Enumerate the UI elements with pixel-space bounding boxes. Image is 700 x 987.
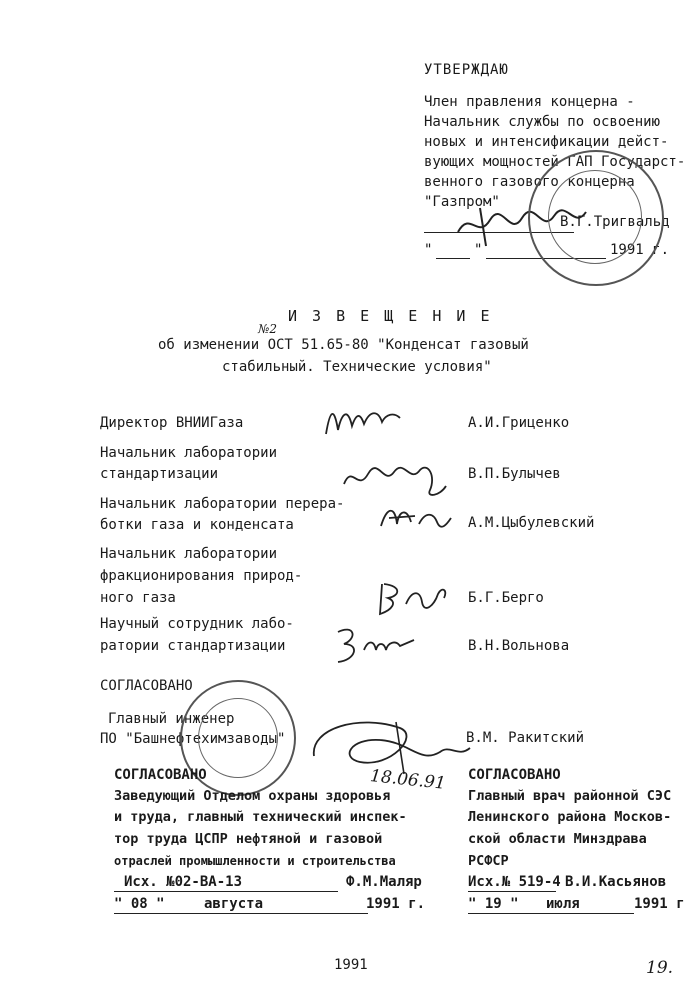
approval-line: "Газпром": [424, 194, 500, 210]
notice-title: И З В Е Щ Е Н И Е: [288, 307, 493, 325]
approval-line: новых и интенсификации дейст-: [424, 134, 669, 150]
agreed-1-heading: СОГЛАСОВАНО: [100, 678, 193, 694]
approval-line: венного газового концерна: [424, 174, 635, 190]
signatory-role: Начальник лаборатории: [100, 445, 278, 461]
agreed-right-line: Главный врач районной СЭС: [468, 788, 672, 804]
agreed-left-heading: СОГЛАСОВАНО: [114, 767, 207, 783]
notice-number-mark: №2: [258, 322, 277, 336]
round-stamp: [528, 150, 664, 286]
agreed-left-day-value: 08: [130, 896, 148, 912]
signatory-name: В.Н.Вольнова: [468, 638, 570, 654]
round-stamp-inner: [548, 170, 642, 264]
approval-day-rule: [436, 258, 470, 259]
signatory-role: Начальник лаборатории перера-: [100, 496, 345, 512]
agreed-left-ref: Исх. №02-ВА-13: [124, 874, 243, 890]
agreed-left-day: " 08 ": [114, 896, 165, 912]
approval-signer: В.Г.Тригвальд: [560, 214, 670, 230]
approval-line: вующих мощностей ГАП Государст-: [424, 154, 686, 170]
agreed-right-year: 1991 г: [634, 896, 685, 912]
agreed-1-handwritten-date: 18.06.91: [369, 766, 447, 794]
approval-line: Член правления концерна -: [424, 94, 635, 110]
signatory-role: Начальник лаборатории: [100, 546, 278, 562]
agreed-left-month: августа: [204, 896, 264, 912]
signatory-name: В.П.Булычев: [468, 466, 561, 482]
signatory-name: А.И.Гриценко: [468, 415, 570, 431]
signatory-role: ного газа: [100, 590, 176, 606]
signature-bergo: [372, 576, 452, 620]
signature-volnova: [330, 620, 420, 670]
approval-date-quote-open: ": [424, 242, 433, 258]
signatory-name: Б.Г.Берго: [468, 590, 544, 606]
agreed-right-day: " 19 ": [468, 896, 519, 912]
signatory-role: ратории стандартизации: [100, 638, 286, 654]
signature-bulychev: [340, 456, 450, 500]
agreed-right-ref: Исх.№ 519-4: [468, 874, 561, 890]
agreed-right-heading: СОГЛАСОВАНО: [468, 767, 561, 783]
notice-subtitle-1: об изменении ОСТ 51.65-80 "Конденсат газовый: [158, 337, 529, 353]
agreed-right-day-value: 19: [484, 896, 502, 912]
agreed-1-line-1: Главный инженер: [108, 711, 235, 727]
signatory-role: фракционирования природ-: [100, 568, 303, 584]
agreed-1-line-2: ПО "Башнефтехимзаводы": [100, 731, 286, 747]
agreed-right-ref-rule: [468, 891, 556, 892]
agreed-left-line: и труда, главный технический инспек-: [114, 809, 407, 825]
footer-year: 1991: [334, 957, 368, 973]
agreed-1-name: В.М. Ракитский: [466, 730, 585, 746]
signatory-role: ботки газа и конденсата: [100, 517, 294, 533]
approval-heading: УТВЕРЖДАЮ: [424, 62, 509, 78]
approval-date-quote-close: ": [474, 242, 483, 258]
round-stamp-bashneft-inner: [198, 698, 278, 778]
approval-year: 1991 г.: [610, 242, 670, 258]
agreed-left-name: Ф.М.Маляр: [346, 874, 422, 890]
agreed-right-line: РСФСР: [468, 853, 509, 869]
approval-line: Начальник службы по освоению: [424, 114, 661, 130]
agreed-left-line: Заведующий Отделом охраны здоровья: [114, 788, 391, 804]
agreed-right-date-rule: [468, 913, 634, 914]
signatory-role: Научный сотрудник лабо-: [100, 616, 294, 632]
page-number: 19.: [646, 958, 674, 978]
agreed-right-line: Ленинского района Москов-: [468, 809, 672, 825]
agreed-left-ref-rule: [114, 891, 338, 892]
agreed-right-line: ской области Минздрава: [468, 831, 647, 847]
agreed-right-month: июля: [546, 896, 580, 912]
signature-gritsenko: [320, 400, 410, 440]
signatory-role: стандартизации: [100, 466, 219, 482]
agreed-right-name: В.И.Касьянов: [565, 874, 667, 890]
signature-tsybulevsky: [375, 500, 455, 536]
agreed-left-line: тор труда ЦСПР нефтяной и газовой: [114, 831, 383, 847]
signatory-name: А.М.Цыбулевский: [468, 515, 595, 531]
notice-subtitle-2: стабильный. Технические условия": [222, 359, 492, 375]
agreed-left-year: 1991 г.: [366, 896, 426, 912]
signatory-role: Директор ВНИИГаза: [100, 415, 244, 431]
agreed-left-line: отраслей промышленности и строительства: [114, 854, 396, 868]
agreed-left-date-rule: [114, 913, 368, 914]
